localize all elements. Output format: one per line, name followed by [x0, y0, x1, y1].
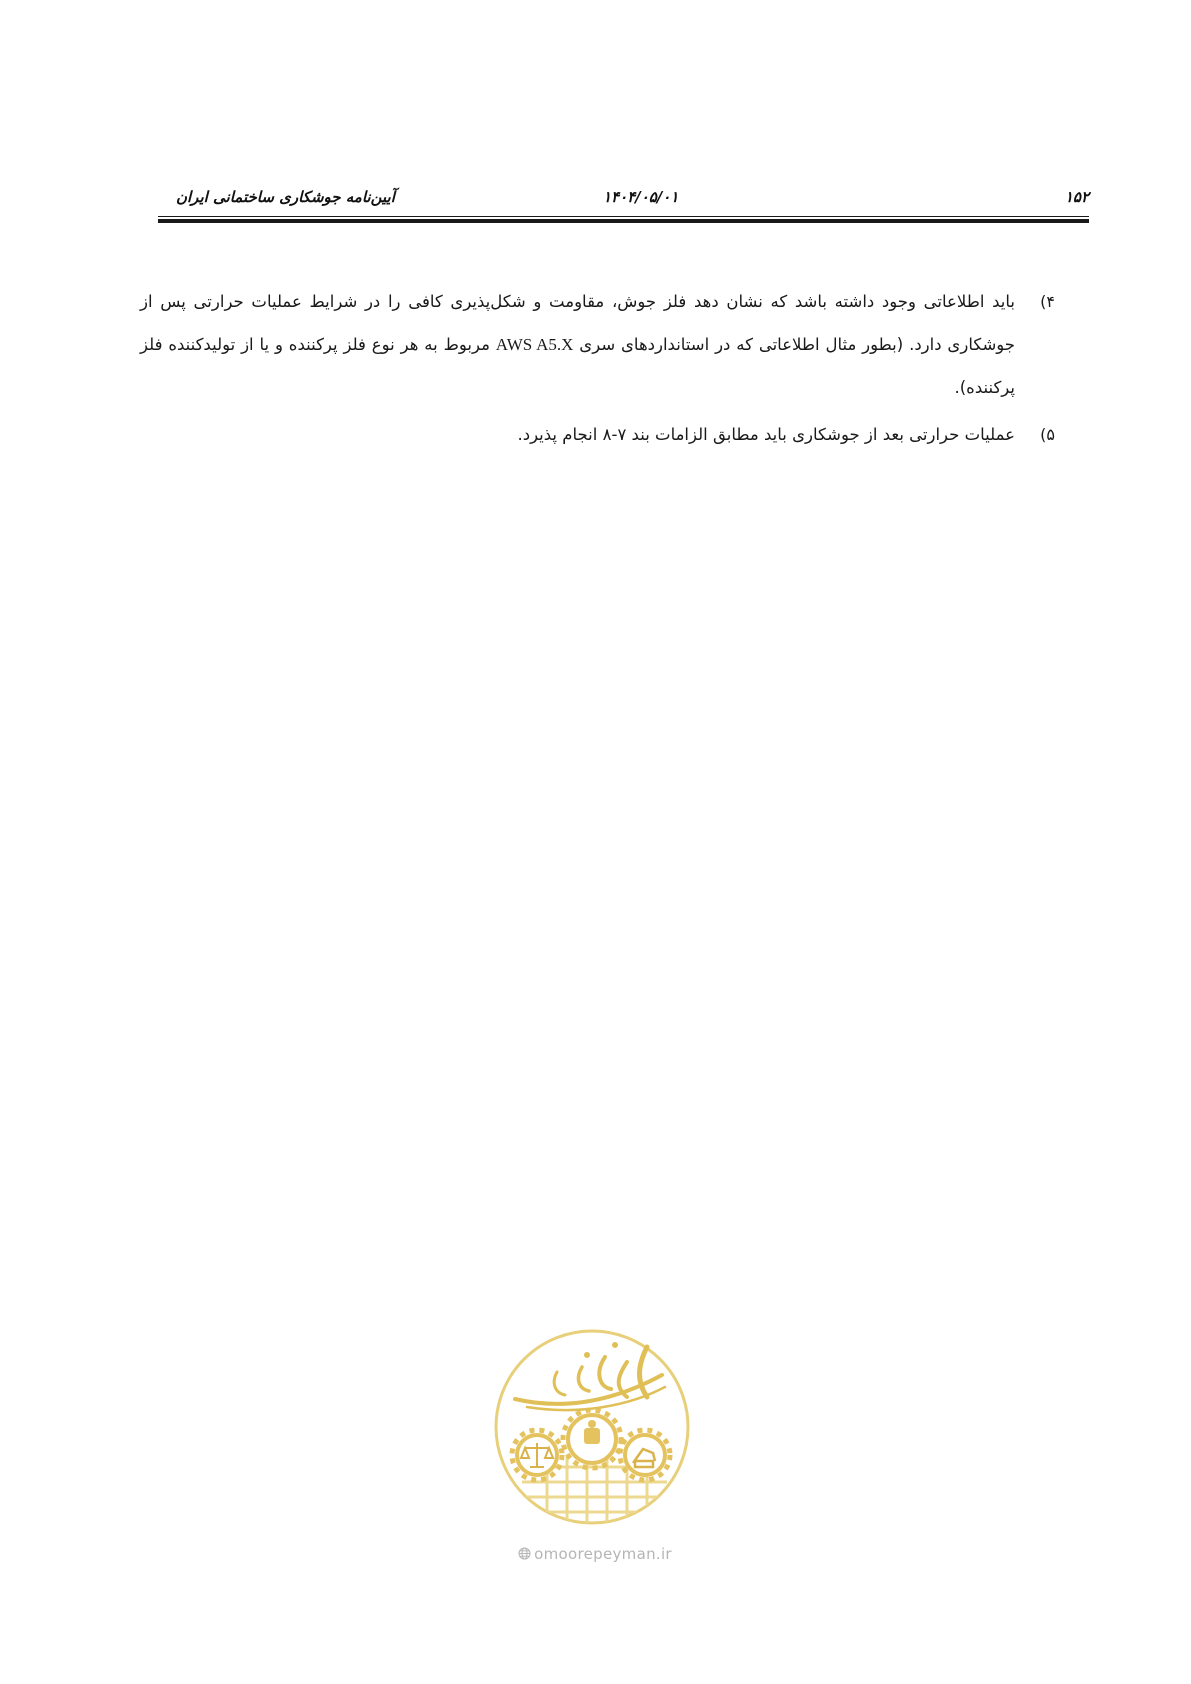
running-title: آیین‌نامه جوشکاری ساختمانی ایران — [176, 188, 395, 206]
list-item — [140, 280, 1055, 409]
item-number: ۴) — [1040, 292, 1055, 311]
item-number: ۵) — [1040, 425, 1055, 444]
body-content — [140, 280, 1055, 460]
header-date: ۱۴۰۴/۰۵/۰۱ — [603, 188, 679, 206]
page-header — [158, 186, 1089, 210]
header-rule-thin — [158, 216, 1089, 217]
item-text-part2: مربوط به هر نوع فلز پرکننده و یا از تولیدکننده فلز پرکننده). — [140, 335, 1015, 397]
globe-icon — [518, 1546, 531, 1559]
watermark-url: omoorepeyman.ir — [534, 1545, 672, 1563]
list-item — [140, 413, 1055, 456]
item-text — [140, 280, 1015, 409]
header-rule-thick — [158, 219, 1089, 223]
item-text-part1: باید اطلاعاتی وجود داشته باشد که نشان دهد فلز جوش، مقاومت و شکل‌پذیری کافی را در شرایط عملیات حرارتی پس از جوشکاری دارد. (بطور مثال اطلاعاتی که در استانداردهای سری — [140, 292, 1016, 354]
watermark-logo — [487, 1327, 697, 1543]
item-text: عملیات حرارتی بعد از جوشکاری باید مطابق الزامات بند ۷-۸ انجام پذیرد. — [517, 425, 1015, 444]
page-number: ۱۵۲ — [1064, 188, 1089, 206]
watermark-url-row — [490, 1545, 700, 1563]
standard-code: AWS A5.X — [495, 335, 574, 354]
